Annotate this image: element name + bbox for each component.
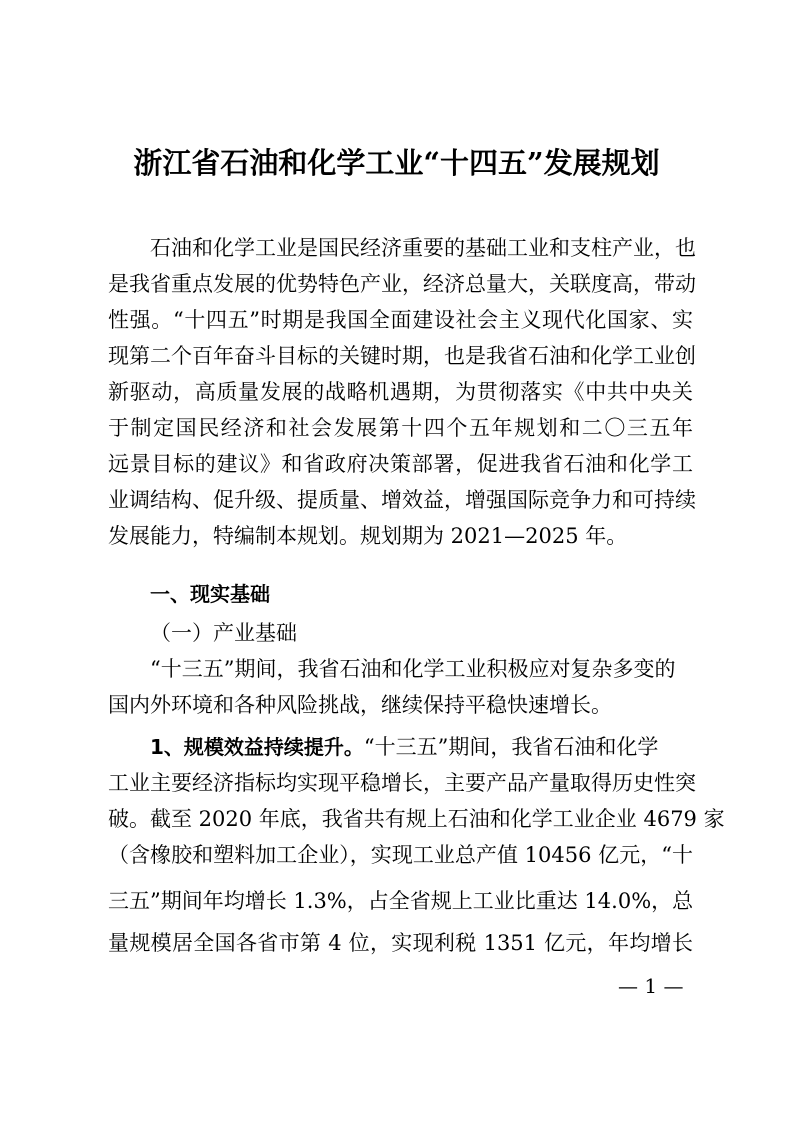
intro-line-1: 石油和化学工业是国民经济重要的基础工业和支柱产业，也 <box>150 236 696 260</box>
intro-line-3: 性强。“十四五”时期是我国全面建设社会主义现代化国家、实 <box>108 308 693 332</box>
point-1-first-line <box>150 729 693 765</box>
point-1-line-6: 量规模居全国各省市第 4 位，实现利税 1351 亿元，年均增长 <box>108 931 693 955</box>
point-1-line-2: 工业主要经济指标均实现平稳增长，主要产品产量取得历史性突 <box>108 771 696 795</box>
section-heading: 一、现实基础 <box>150 582 270 606</box>
intro-line-7: 远景目标的建议》和省政府决策部署，促进我省石油和化学工 <box>108 452 693 476</box>
page-number: — 1 — <box>618 974 684 998</box>
subsection-line-1: “十三五”期间，我省石油和化学工业积极应对复杂多变的 <box>150 657 676 681</box>
point-1-lead: 1、规模效益持续提升。 <box>150 735 364 759</box>
intro-line-6: 于制定国民经济和社会发展第十四个五年规划和二〇三五年 <box>108 416 693 440</box>
point-1-line-5: 三五”期间年均增长 1.3%，占全省规上工业比重达 14.0%，总 <box>108 889 694 913</box>
subsection-line-2: 国内外环境和各种风险挑战，继续保持平稳快速增长。 <box>108 693 612 717</box>
point-1-first-line-rest: “十三五”期间，我省石油和化学 <box>363 735 659 759</box>
intro-line-4: 现第二个百年奋斗目标的关键时期，也是我省石油和化学工业创 <box>108 344 696 368</box>
intro-line-8: 业调结构、促升级、提质量、增效益，增强国际竞争力和可持续 <box>108 488 696 512</box>
intro-line-9: 发展能力，特编制本规划。规划期为 2021—2025 年。 <box>108 524 628 548</box>
point-1-line-4: （含橡胶和塑料加工企业），实现工业总产值 10456 亿元，“十 <box>108 843 693 867</box>
point-1-line-3: 破。截至 2020 年底，我省共有规上石油和化学工业企业 4679 家 <box>108 807 725 831</box>
page-title: 浙江省石油和化学工业“十四五”发展规划 <box>133 146 660 180</box>
intro-line-5: 新驱动，高质量发展的战略机遇期，为贯彻落实《中共中央关 <box>108 380 693 404</box>
intro-line-2: 是我省重点发展的优势特色产业，经济总量大，关联度高，带动 <box>108 272 696 296</box>
subsection-heading: （一）产业基础 <box>150 621 297 645</box>
